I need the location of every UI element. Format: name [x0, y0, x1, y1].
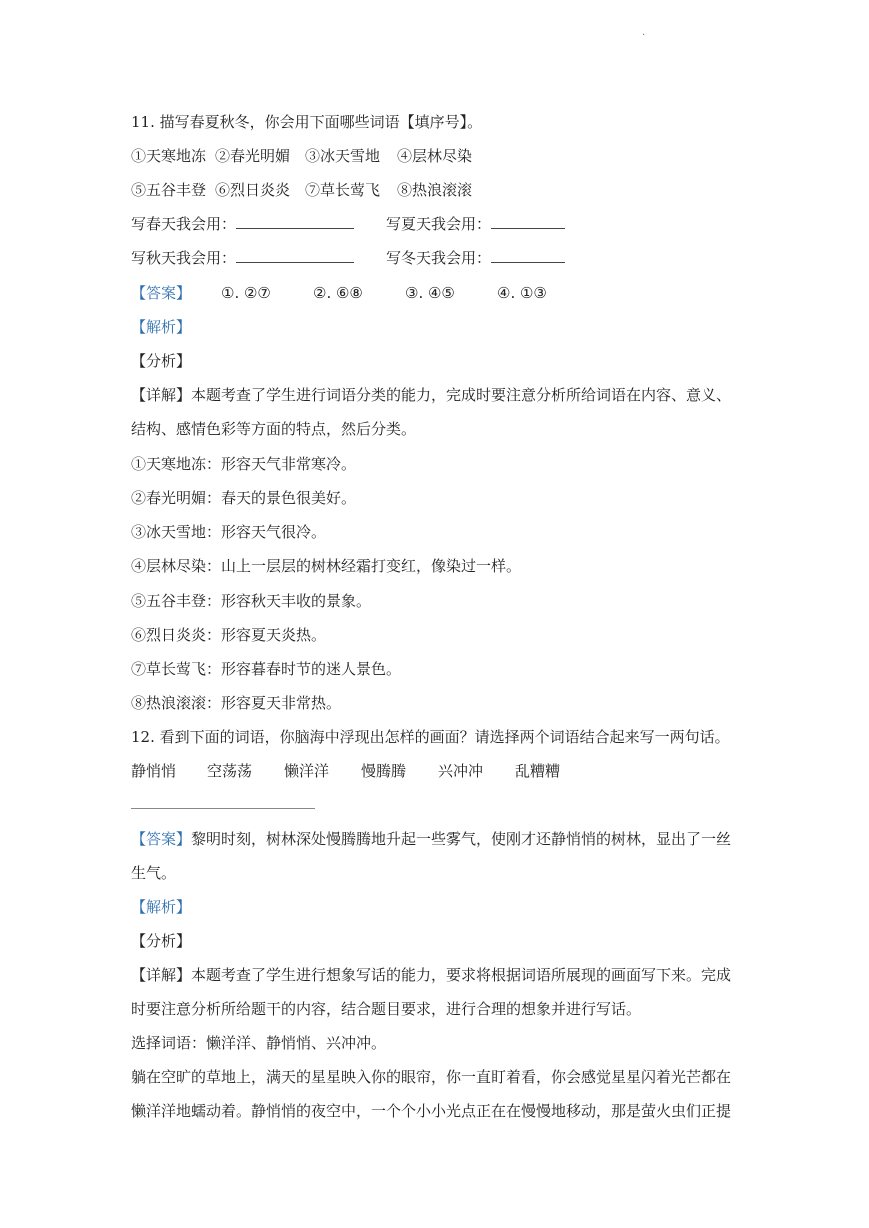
answer-2: ②. ⑥⑧ [313, 284, 363, 302]
explanation-2: ②春光明媚：春天的景色很美好。 [131, 489, 357, 507]
word-3: 懒洋洋 [284, 762, 330, 780]
answer-tag: 【答案】 [131, 284, 192, 302]
q12-question: 12. 看到下面的词语，你脑海中浮现出怎样的画面？请选择两个词语结合起来写一两句话。 [131, 728, 730, 746]
q11-fenxi: 【分析】 [131, 352, 192, 370]
answer-4: ④. ①③ [497, 284, 547, 302]
autumn-blank[interactable] [236, 248, 354, 263]
q12-answer-text-1: 黎明时刻，树林深处慢腾腾地升起一些雾气，使刚才还静悄悄的树林，显出了一丝 [191, 830, 732, 848]
q12-choose: 选择词语：懒洋洋、静悄悄、兴冲冲。 [131, 1034, 387, 1052]
answer-3: ③. ④⑤ [405, 284, 455, 302]
q12-detail-line-2: 时要注意分析所给题干的内容，结合题目要求，进行合理的想象并进行写话。 [131, 1000, 642, 1018]
q12-fenxi: 【分析】 [131, 932, 192, 950]
word-2: 空荡荡 [207, 762, 253, 780]
word-1: 静悄悄 [131, 762, 177, 780]
option-8: ⑧热浪滚滚 [397, 181, 473, 199]
q11-options-row-2 [131, 179, 472, 201]
explanation-3: ③冰天雪地：形容天气很冷。 [131, 523, 327, 541]
q11-detail-line-1: 【详解】本题考查了学生进行词语分类的能力，完成时要注意分析所给词语在内容、意义、 [131, 386, 732, 404]
q12-paragraph-1: 躺在空旷的草地上，满天的星星映入你的眼帘，你一直盯着看，你会感觉星星闪着光芒都在 [131, 1068, 732, 1086]
option-2: ②春光明媚 [215, 147, 291, 165]
q11-spring-summer-row [131, 213, 565, 235]
word-5: 兴冲冲 [438, 762, 484, 780]
explanation-4: ④层林尽染：山上一层层的树林经霜打变红，像染过一样。 [131, 557, 522, 575]
word-4: 慢腾腾 [361, 762, 407, 780]
summer-label: 写夏天我会用： [386, 215, 492, 233]
winter-label: 写冬天我会用： [386, 249, 492, 267]
q12-answer-tag: 【答案】 [131, 830, 192, 848]
answer-blank-line[interactable] [131, 808, 315, 809]
q11-autumn-winter-row [131, 247, 565, 269]
option-1: ①天寒地冻 [131, 147, 207, 165]
q11-options-row-1 [131, 145, 472, 167]
explanation-6: ⑥烈日炎炎：形容夏天炎热。 [131, 626, 327, 644]
explanation-1: ①天寒地冻：形容天气非常寒冷。 [131, 455, 357, 473]
option-7: ⑦草长莺飞 [305, 181, 381, 199]
option-5: ⑤五谷丰登 [131, 181, 207, 199]
q12-detail-line-1: 【详解】本题考查了学生进行想象写话的能力，要求将根据词语所展现的画面写下来。完成 [131, 966, 732, 984]
option-3: ③冰天雪地 [305, 147, 381, 165]
q12-jiexi: 【解析】 [131, 898, 192, 916]
q11-answer-row [131, 282, 547, 304]
summer-blank[interactable] [491, 214, 565, 229]
winter-blank[interactable] [491, 248, 565, 263]
q12-paragraph-2: 懒洋洋地蠕动着。静悄悄的夜空中，一个个小小光点正在在慢慢地移动，那是萤火虫们正提 [131, 1102, 732, 1120]
spring-label: 写春天我会用： [131, 215, 237, 233]
option-4: ④层林尽染 [397, 147, 473, 165]
answer-1: ①. ②⑦ [221, 284, 271, 302]
explanation-8: ⑧热浪滚滚：形容夏天非常热。 [131, 694, 342, 712]
q12-word-list [131, 760, 560, 782]
q11-question: 11. 描写春夏秋冬，你会用下面哪些词语【填序号】。 [131, 113, 483, 131]
autumn-label: 写秋天我会用： [131, 249, 237, 267]
word-6: 乱糟糟 [515, 762, 561, 780]
explanation-5: ⑤五谷丰登：形容秋天丰收的景象。 [131, 592, 372, 610]
header-mark: · [642, 30, 646, 41]
spring-blank[interactable] [236, 214, 354, 229]
q11-detail-line-2: 结构、感情色彩等方面的特点，然后分类。 [131, 420, 417, 438]
q12-answer-line-2: 生气。 [131, 864, 177, 882]
q12-answer-line-1 [131, 828, 731, 850]
q11-jiexi: 【解析】 [131, 318, 192, 336]
option-6: ⑥烈日炎炎 [215, 181, 291, 199]
explanation-7: ⑦草长莺飞：形容暮春时节的迷人景色。 [131, 660, 402, 678]
